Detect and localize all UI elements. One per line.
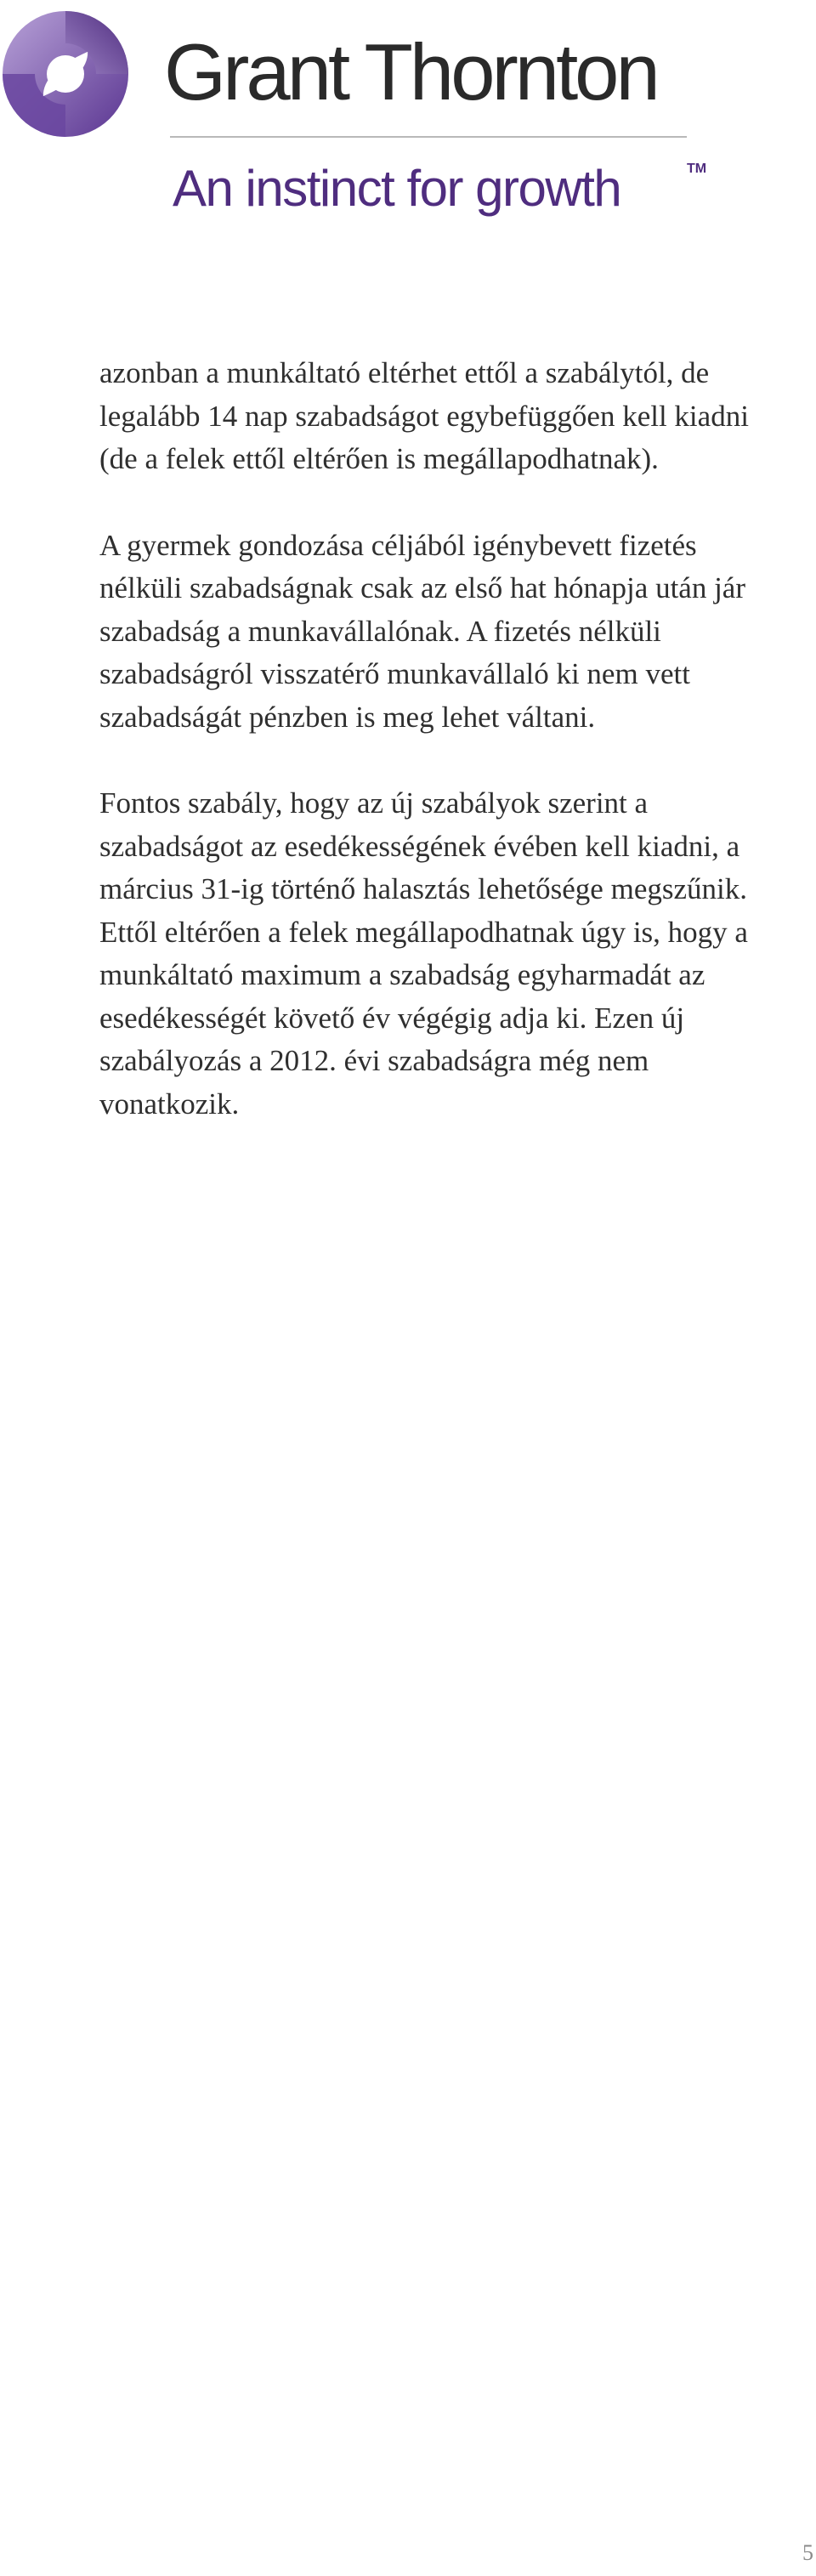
body-text	[99, 352, 754, 1169]
grant-thornton-logo-icon	[0, 9, 131, 139]
page-number: 5	[802, 2540, 813, 2565]
paragraph-2: A gyermek gondozása céljából igénybevett fizetés nélküli szabadságnak csak az első hat hónapja után jár szabadság a munkavállalónak. A fizetés nélküli szabadságról visszatérő munkavállaló ki nem vett szabadságát pénzben is meg lehet váltani.	[99, 528, 745, 734]
brand-divider	[170, 136, 687, 138]
brand-name: Grant Thornton	[164, 27, 657, 116]
trademark-mark: TM	[687, 162, 707, 176]
paragraph-1: azonban a munkáltató eltérhet ettől a szabálytól, de legalább 14 nap szabadságot egybefüggően kell kiadni (de a felek ettől eltérően is megállapodhatnak).	[99, 356, 749, 475]
brand-tagline: An instinct for growth	[173, 160, 621, 217]
paragraph-3: Fontos szabály, hogy az új szabályok szerint a szabadságot az esedékességének évében kell kiadni, a március 31-ig történő halasztás lehetősége megszűnik. Ettől eltérően a felek megállapodhatnak úgy is, hogy a munkáltató maximum a szabadság egyharmadát az esedékességét követő év végégig adja ki. Ezen új szabályozás a 2012. évi szabadságra még nem vonatkozik.	[99, 786, 748, 1121]
